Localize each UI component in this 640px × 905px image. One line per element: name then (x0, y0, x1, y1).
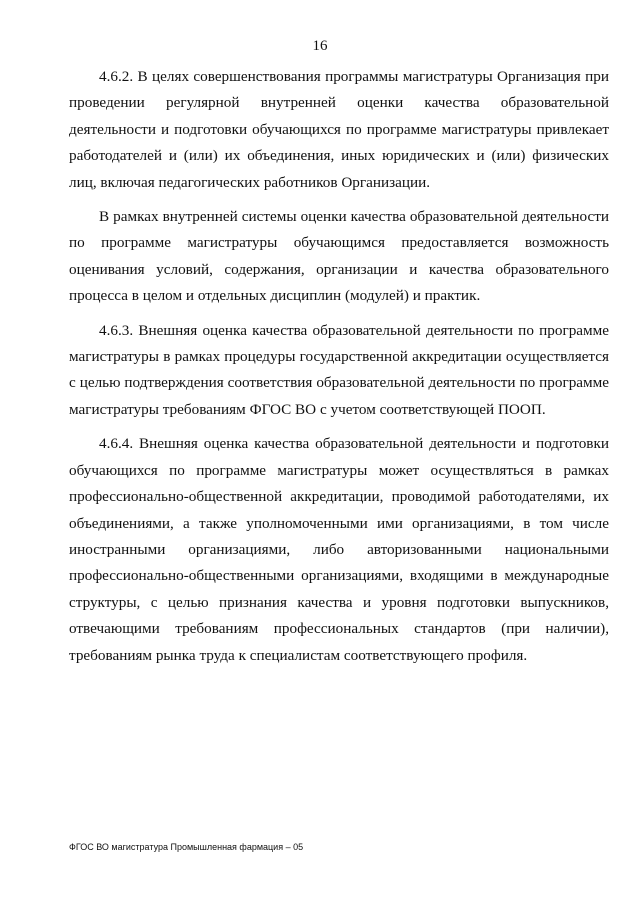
document-body (69, 64, 609, 677)
paragraph-4-6-2: 4.6.2. В целях совершенствования программы магистратуры Организация при проведении регулярной внутренней оценки качества образовательной деятельности и подготовки обучающихся по программе магистратуры привлекает работодателей и (или) их объединения, иных юридических и (или) физических лиц, включая педагогических работников Организации. (69, 68, 609, 191)
paragraph-4-6-4: 4.6.4. Внешняя оценка качества образовательной деятельности и подготовки обучающихся по программе магистратуры может осуществляться в рамках профессионально-общественной аккредитации, проводимой работодателями, их объединениями, а также уполномоченными ими организациями, в том числе иностранными организациями, либо авторизованными национальными профессионально-общественными организациями, входящими в международные структуры, с целью признания качества и уровня подготовки выпускников, отвечающими требованиям профессиональных стандартов (при наличии), требованиям рынка труда к специалистам соответствующего профиля. (69, 435, 609, 664)
paragraph-4-6-3: 4.6.3. Внешняя оценка качества образовательной деятельности по программе магистратуры в рамках процедуры государственной аккредитации осуществляется с целью подтверждения соответствия образовательной деятельности по программе магистратуры требованиям ФГОС ВО с учетом соответствующей ПООП. (69, 321, 609, 418)
page-number: 16 (312, 38, 328, 54)
paragraph-internal-assessment: В рамках внутренней системы оценки качества образовательной деятельности по программе магистратуры обучающимся предоставляется возможность оценивания условий, содержания, организации и качества образовательного процесса в целом и отдельных дисциплин (модулей) и практик. (69, 208, 609, 305)
page-footer: ФГОС ВО магистратура Промышленная фармация – 05 (69, 842, 304, 852)
